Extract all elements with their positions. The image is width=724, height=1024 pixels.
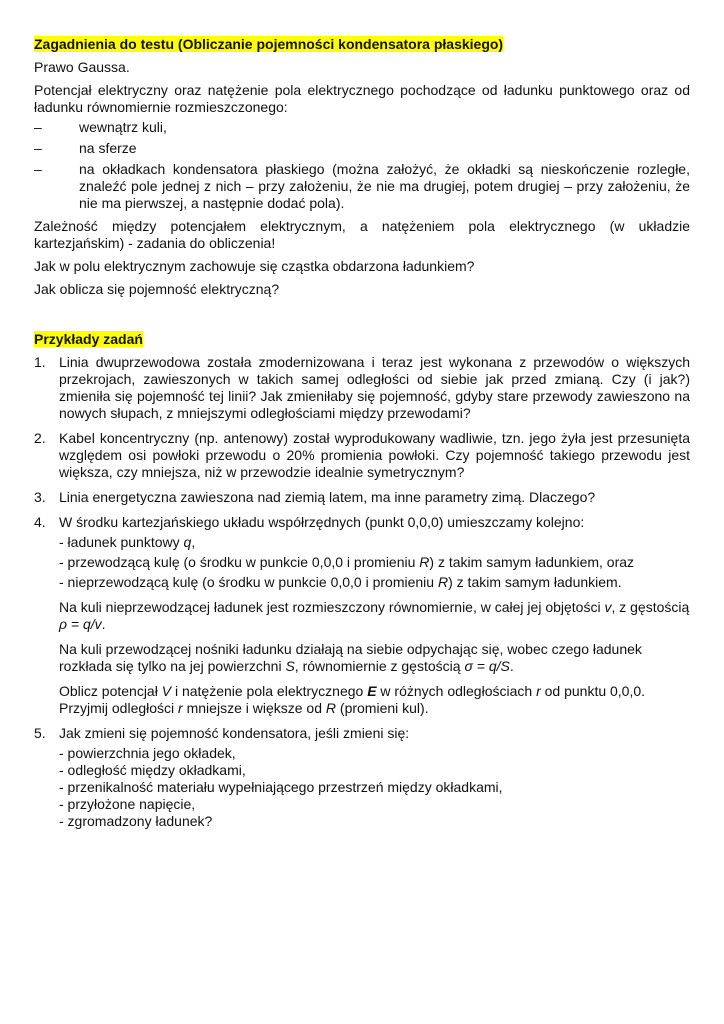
task-5: 5. Jak zmieni się pojemność kondensatora, jeśli zmieni się: - powierzchnia jego okładek, - odległość między okładkami, - przenikalność materiału wypełniającego przestrzeń między okładkami, - przyłożone napięcie, - zgromadzony ładunek?	[34, 725, 690, 830]
task-3: 3. Linia energetyczna zawieszona nad ziemią latem, ma inne parametry zimą. Dlaczego?	[34, 489, 596, 505]
question-capacity: Jak oblicza się pojemność elektryczną?	[34, 281, 280, 297]
document-page	[34, 36, 690, 838]
list-item: – na okładkach kondensatora płaskiego (można założyć, że okładki są nieskończenie rozległe, znaleźć pole jednej z nich – przy założeniu, że nie ma drugiej, potem drugiej – przy założeniu, że nie ma pierwszej, a następnie dodać pola).	[34, 161, 690, 211]
task-4-nonconducting: Na kuli nieprzewodzącej ładunek jest rozmieszczony równomiernie, w całej jej objętości v, z gęstością ρ = q/v.	[59, 599, 690, 632]
dependency-paragraph: Zależność między potencjałem elektrycznym, a natężeniem pola elektrycznego (w układzie kartezjańskim) - zadania do obliczenia!	[34, 218, 690, 251]
task-list	[34, 354, 690, 830]
list-item: – wewnątrz kuli,	[34, 119, 167, 135]
examples-heading: Przykłady zadań	[34, 331, 143, 347]
list-item: - powierzchnia jego okładek,	[59, 745, 236, 761]
list-item: - przyłożone napięcie,	[59, 796, 196, 812]
examples-section	[34, 331, 690, 830]
task-4: 4. W środku kartezjańskiego układu współrzędnych (punkt 0,0,0) umieszczamy kolejno: - ładunek punktowy q, - przewodzącą kulę (o środku w punkcie 0,0,0 i promieniu R) z takim samym ładunkiem, oraz - nieprzewodzącą kulę (o środku w punkcie 0,0,0 i promieniu R) z takim samym ładunkiem. Na kuli nieprzewodzącej ładunek jest rozmieszczony równomiernie, w całej jej objętości v, z gęstością ρ = q/v. Na kuli przewodzącej nośniki ładunku działają na siebie odpychając się, wobec czego ładunek rozkłada się tylko na jej powierzchni S, równomiernie z gęstością σ = q/S. Oblicz potencjał V i natężenie pola elektrycznego E w różnych odległościach r od punktu 0,0,0. Przyjmij odległości r mniejsze i większe od R (promieni kul).	[34, 514, 690, 716]
potential-paragraph: Potencjał elektryczny oraz natężenie pola elektrycznego pochodzące od ładunku punktowego oraz od ładunku równomiernie rozmieszczonego:	[34, 82, 690, 115]
dash-list	[34, 119, 690, 212]
gauss-law-line: Prawo Gaussa.	[34, 59, 130, 75]
list-item: – na sferze	[34, 140, 137, 156]
task-4-conducting: Na kuli przewodzącej nośniki ładunku działają na siebie odpychając się, wobec czego ładunek rozkłada się tylko na jej powierzchni S, równomiernie z gęstością σ = q/S.	[59, 641, 642, 674]
question-charge: Jak w polu elektrycznym zachowuje się cząstka obdarzona ładunkiem?	[34, 258, 475, 274]
page-title: Zagadnienia do testu (Obliczanie pojemności kondensatora płaskiego)	[34, 36, 504, 52]
task-1: 1. Linia dwuprzewodowa została zmodernizowana i teraz jest wykonana z przewodów o większych przekrojach, zawieszonych w takich samej odległości od siebie jak przed zmianą. Czy (i jak?) zmieniła się pojemność tej linii? Jak zmieniłaby się pojemność, gdyby stare przewody zawieszono na nowych słupach, z mniejszymi odległościami między przewodami?	[34, 354, 690, 421]
list-item: - przenikalność materiału wypełniającego przestrzeń między okładkami,	[59, 779, 503, 795]
task-4-items: - ładunek punktowy q, - przewodzącą kulę (o środku w punkcie 0,0,0 i promieniu R) z takim samym ładunkiem, oraz - nieprzewodzącą kulę (o środku w punkcie 0,0,0 i promieniu R) z takim samym ładunkiem.	[59, 534, 635, 590]
task-5-items	[59, 745, 690, 830]
task-2: 2. Kabel koncentryczny (np. antenowy) został wyprodukowany wadliwie, tzn. jego żyła jest przesunięta względem osi powłoki przewodu o 20% promienia powłoki. Czy pojemność takiego przewodu jest większa, czy mniejsza, niż w przewodzie idealnie symetrycznym?	[34, 430, 690, 480]
list-item: - zgromadzony ładunek?	[59, 813, 213, 829]
task-4-instruction: Oblicz potencjał V i natężenie pola elektrycznego E w różnych odległościach r od punktu 0,0,0. Przyjmij odległości r mniejsze i większe od R (promieni kul).	[59, 683, 646, 716]
list-item: - odległość między okładkami,	[59, 762, 246, 778]
